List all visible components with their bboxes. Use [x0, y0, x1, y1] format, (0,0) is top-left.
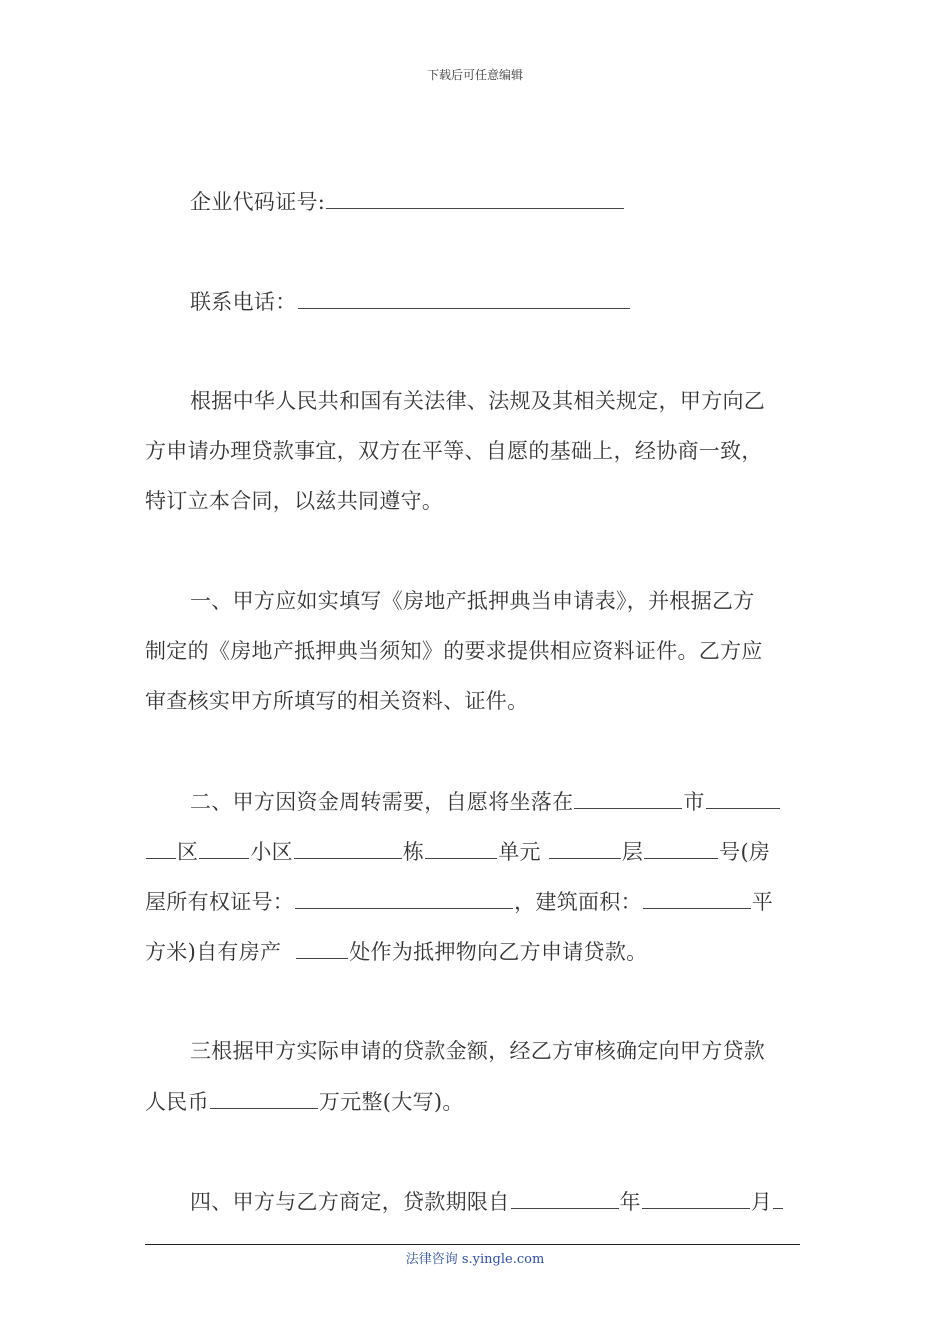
- page-header: 下载后可任意编辑: [426, 68, 523, 82]
- day-blank-start: [773, 1186, 783, 1209]
- district-blank-end: [146, 836, 176, 859]
- clause2-line-3: [145, 886, 805, 917]
- clause1-line-2: 制定的《房地产抵押典当须知》的要求提供相应资料证件。乙方应: [145, 639, 763, 663]
- clause2-line-1: [190, 786, 850, 817]
- phone-label: 联系电话：: [190, 290, 297, 314]
- unit-label: 单元: [498, 840, 541, 864]
- area-unit-2: 方米)自有房产: [145, 940, 282, 964]
- phone-blank: [298, 286, 630, 309]
- clause2-ending: 处作为抵押物向乙方申请贷款。: [349, 940, 648, 964]
- phone-field: [190, 286, 850, 317]
- area-unit-1: 平: [751, 890, 774, 914]
- number-blank: [644, 836, 718, 859]
- footer-divider: [145, 1244, 800, 1245]
- district-label: 区: [177, 840, 199, 864]
- month-label: 月: [750, 1190, 773, 1214]
- floor-blank: [549, 836, 621, 859]
- number-label: 号(房: [719, 840, 771, 864]
- intro-line-3: 特订立本合同，以兹共同遵守。: [145, 489, 444, 513]
- enterprise-code-label: 企业代码证号:: [190, 190, 326, 214]
- floor-label: 层: [621, 840, 644, 864]
- area-label: ，建筑面积：: [514, 890, 642, 914]
- area-blank: [643, 886, 751, 909]
- enterprise-code-field: [190, 186, 850, 217]
- clause4-line-1: [190, 1186, 850, 1217]
- intro-line-1: 根据中华人民共和国有关法律、法规及其相关规定，甲方向乙: [190, 389, 766, 413]
- clause1-line-1: 一、甲方应如实填写《房地产抵押典当申请表》，并根据乙方: [190, 589, 755, 613]
- city-label: 市: [683, 790, 705, 814]
- clause4-text: 四、甲方与乙方商定，贷款期限自: [190, 1190, 510, 1214]
- clause1-line-3: 审查核实甲方所填写的相关资料、证件。: [145, 689, 529, 713]
- property-blank: [296, 936, 348, 959]
- month-blank: [642, 1186, 750, 1209]
- community-label: 小区: [250, 840, 293, 864]
- unit-blank: [425, 836, 497, 859]
- clause3-line-1: 三根据甲方实际申请的贷款金额，经乙方审核确定向甲方贷款: [190, 1039, 766, 1063]
- rmb-label: 人民币: [145, 1090, 209, 1114]
- enterprise-code-blank: [326, 186, 624, 209]
- clause2-text: 二、甲方因资金周转需要，自愿将坐落在: [190, 790, 574, 814]
- clause2-line-2: [145, 836, 805, 867]
- year-blank: [511, 1186, 619, 1209]
- title-cert-label: 屋所有权证号：: [145, 890, 295, 914]
- amount-unit: 万元整(大写)。: [318, 1090, 464, 1114]
- title-cert-blank: [295, 886, 513, 909]
- building-blank: [294, 836, 402, 859]
- building-label: 栋: [402, 840, 425, 864]
- amount-blank: [210, 1086, 318, 1109]
- district-blank-start: [706, 786, 780, 809]
- year-label: 年: [619, 1190, 641, 1214]
- footer-link[interactable]: 法律咨询 s.yingle.com: [405, 1252, 545, 1267]
- clause3-line-2: [145, 1086, 805, 1117]
- community-blank: [199, 836, 249, 859]
- clause2-line-4: [145, 936, 805, 967]
- city-blank: [574, 786, 682, 809]
- intro-line-2: 方申请办理贷款事宜，双方在平等、自愿的基础上，经协商一致，: [145, 439, 763, 463]
